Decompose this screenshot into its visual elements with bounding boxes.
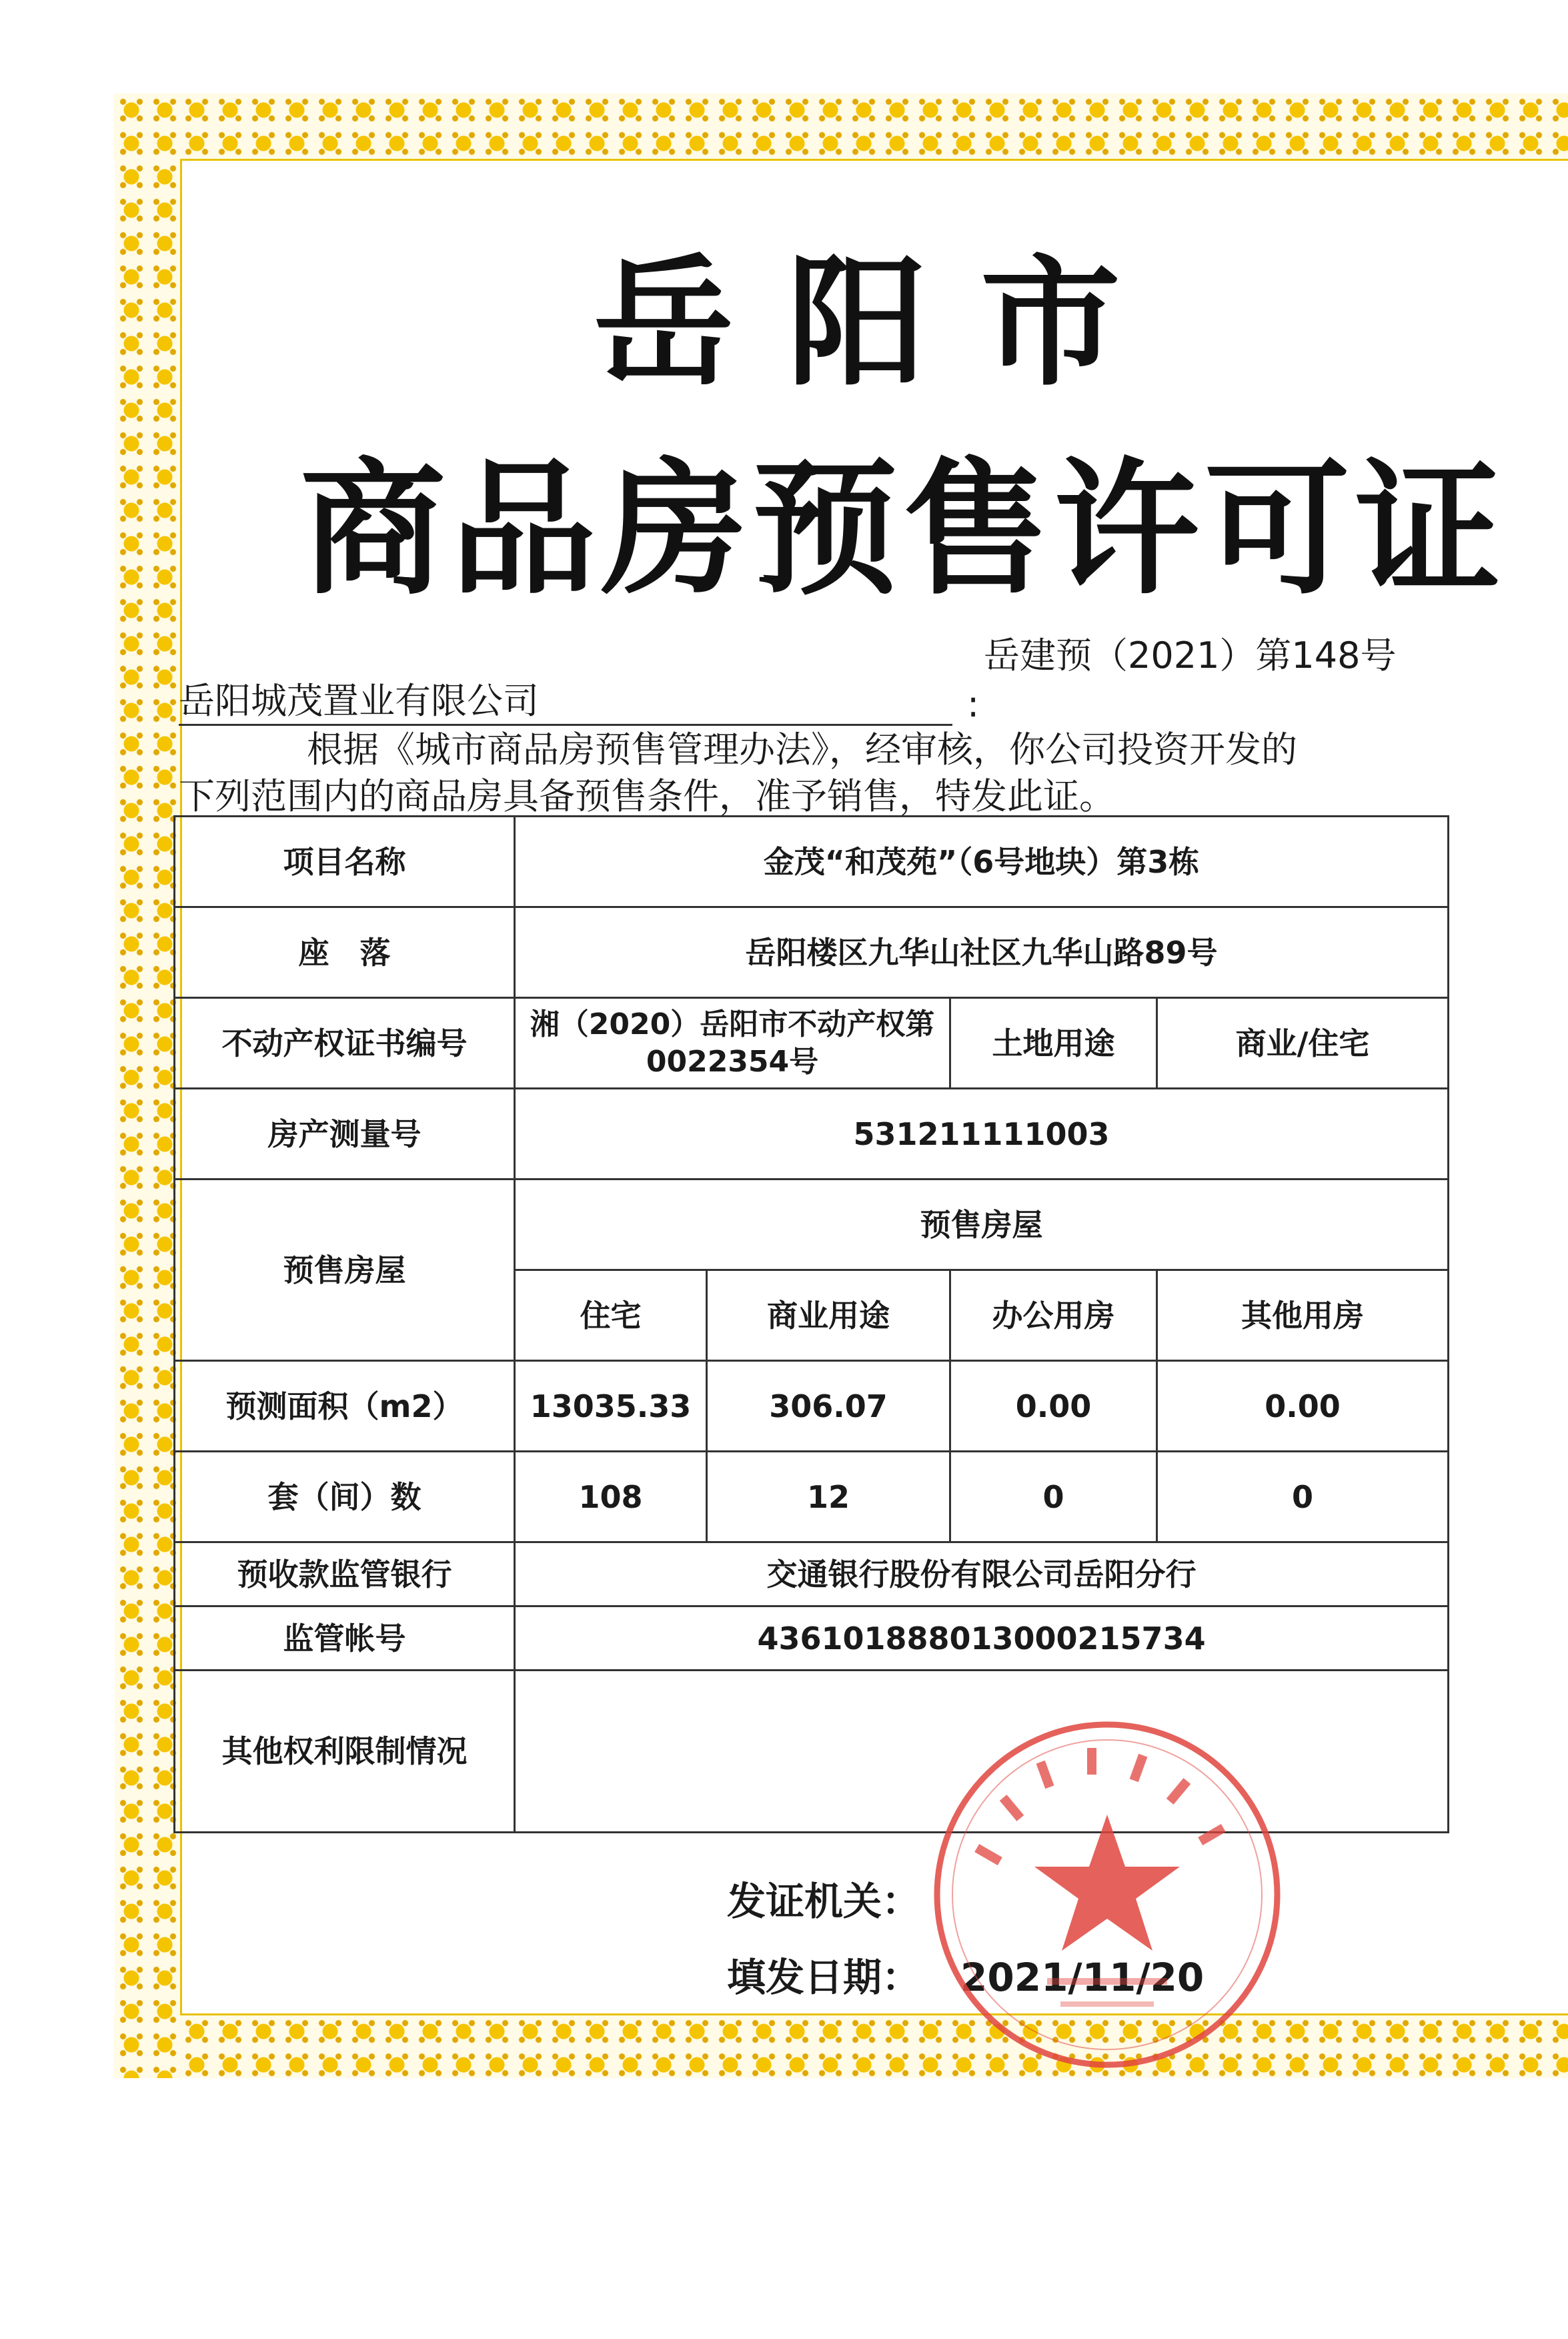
category-office: 办公用房: [950, 1270, 1157, 1361]
border-inner-line: [180, 2013, 1568, 2015]
category-commercial: 商业用途: [707, 1270, 950, 1361]
table-row: [175, 998, 1449, 1089]
table-row: [175, 1606, 1449, 1671]
other-rights-label: 其他权利限制情况: [175, 1671, 515, 1833]
certificate-main-title: 商品房预售许可证: [300, 446, 1506, 614]
location-label: 座 落: [175, 907, 515, 998]
bank-label: 预收款监管银行: [175, 1542, 515, 1606]
account-value: 436101888013000215734: [515, 1606, 1449, 1671]
units-commercial: 12: [707, 1452, 950, 1542]
area-other: 0.00: [1157, 1361, 1449, 1452]
issue-date-value: 2021/11/20: [960, 1955, 1205, 2000]
location-value: 岳阳楼区九华山社区九华山路89号: [515, 907, 1449, 998]
land-use-label: 土地用途: [950, 998, 1157, 1089]
certificate-city-title: 岳阳市: [594, 242, 1174, 405]
permit-table: [173, 815, 1449, 1833]
account-label: 监管帐号: [175, 1606, 515, 1671]
presale-label: 预售房屋: [175, 1180, 515, 1361]
intro-text-line2: 下列范围内的商品房具备预售条件，准予销售，特发此证。: [179, 775, 1115, 817]
area-label: 预测面积（m2）: [175, 1361, 515, 1452]
presale-header: 预售房屋: [515, 1180, 1449, 1270]
intro-text-line1: 根据《城市商品房预售管理办法》，经审核，你公司投资开发的: [307, 729, 1297, 771]
area-commercial: 306.07: [707, 1361, 950, 1452]
survey-no-label: 房产测量号: [175, 1089, 515, 1180]
project-name-value: 金茂“和茂苑”（6号地块）第3栋: [515, 817, 1449, 907]
category-other: 其他用房: [1157, 1270, 1449, 1361]
table-row: [175, 817, 1449, 907]
cert-no-label: 不动产权证书编号: [175, 998, 515, 1089]
area-residential: 13035.33: [515, 1361, 707, 1452]
issue-date-label: 填发日期：: [727, 1955, 921, 2000]
land-use-value: 商业/住宅: [1157, 998, 1449, 1089]
category-residential: 住宅: [515, 1270, 707, 1361]
decorative-border-left: [115, 93, 181, 2078]
border-inner-line: [180, 159, 1568, 161]
table-row: [175, 1180, 1449, 1270]
units-label: 套（间）数: [175, 1452, 515, 1542]
permit-number: 岳建预（2021）第148号: [984, 634, 1397, 676]
survey-no-value: 531211111003: [515, 1089, 1449, 1180]
table-row: [175, 1361, 1449, 1452]
units-office: 0: [950, 1452, 1157, 1542]
cert-no-value: 湘（2020）岳阳市不动产权第0022354号: [515, 998, 950, 1089]
table-row: [175, 1542, 1449, 1606]
table-row: [175, 1089, 1449, 1180]
table-row: [175, 1452, 1449, 1542]
area-office: 0.00: [950, 1361, 1157, 1452]
company-name: 岳阳城茂置业有限公司: [179, 680, 539, 722]
units-other: 0: [1157, 1452, 1449, 1542]
bank-value: 交通银行股份有限公司岳阳分行: [515, 1542, 1449, 1606]
decorative-border-bottom: [113, 2015, 1568, 2078]
company-colon: :: [967, 683, 980, 725]
project-name-label: 项目名称: [175, 817, 515, 907]
table-row: [175, 907, 1449, 998]
decorative-border-top: [113, 93, 1568, 160]
official-seal-icon: [927, 1715, 1287, 2075]
units-residential: 108: [515, 1452, 707, 1542]
issuer-label: 发证机关：: [727, 1879, 921, 1924]
